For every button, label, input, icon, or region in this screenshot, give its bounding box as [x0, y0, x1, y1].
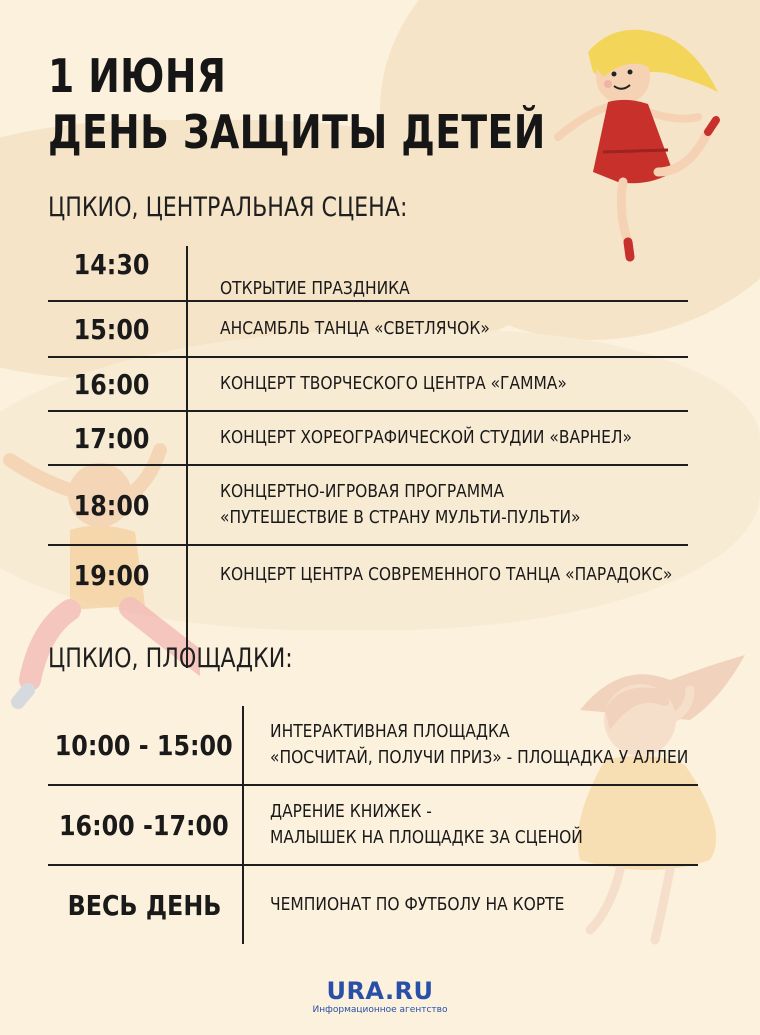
table-row — [48, 786, 698, 866]
row-description: ДАРЕНИЕ КНИЖЕК - МАЛЫШЕК НА ПЛОЩАДКЕ ЗА СЦЕНОЙ — [270, 801, 583, 848]
row-time: 15:00 — [74, 312, 150, 346]
ura-ru-logo[interactable] — [0, 978, 760, 1016]
row-time: 17:00 — [74, 421, 150, 455]
table-row — [48, 358, 688, 412]
logo-subtitle: Информационное агентство — [312, 1005, 448, 1015]
row-description: ЧЕМПИОНАТ ПО ФУТБОЛУ НА КОРТЕ — [270, 894, 565, 915]
row-description: ОТКРЫТИЕ ПРАЗДНИКА — [220, 278, 410, 299]
section-title-central-stage: ЦПКИО, ЦЕНТРАЛЬНАЯ СЦЕНА: — [48, 192, 408, 223]
title-event: ДЕНЬ ЗАЩИТЫ ДЕТЕЙ — [48, 105, 546, 159]
table-row — [48, 302, 688, 358]
table-row — [48, 246, 688, 302]
table-row — [48, 866, 698, 944]
row-description: КОНЦЕРТНО-ИГРОВАЯ ПРОГРАММА «ПУТЕШЕСТВИЕ В СТРАНУ МУЛЬТИ-ПУЛЬТИ» — [220, 481, 581, 528]
table-row — [48, 466, 688, 546]
page-title — [48, 48, 546, 160]
schedule-table-central-stage — [48, 246, 688, 604]
section-title-venues: ЦПКИО, ПЛОЩАДКИ: — [48, 643, 293, 674]
row-time: 16:00 — [74, 367, 150, 401]
row-description: АНСАМБЛЬ ТАНЦА «СВЕТЛЯЧОК» — [220, 318, 490, 339]
schedule-table-venues — [48, 706, 698, 944]
logo-brand: URA.RU — [326, 977, 434, 1005]
row-description: КОНЦЕРТ ЦЕНТРА СОВРЕМЕННОГО ТАНЦА «ПАРАДОКС» — [220, 564, 673, 585]
row-time: ВЕСЬ ДЕНЬ — [67, 888, 221, 922]
row-time: 16:00 -17:00 — [59, 808, 229, 842]
row-description: КОНЦЕРТ ХОРЕОГРАФИЧЕСКОЙ СТУДИИ «ВАРНЕЛ» — [220, 427, 632, 448]
row-time: 10:00 - 15:00 — [55, 728, 233, 762]
row-time: 18:00 — [74, 488, 150, 522]
table-row — [48, 412, 688, 466]
row-description: ИНТЕРАКТИВНАЯ ПЛОЩАДКА «ПОСЧИТАЙ, ПОЛУЧИ ПРИЗ» - ПЛОЩАДКА У АЛЛЕИ — [270, 721, 689, 768]
title-date: 1 ИЮНЯ — [48, 49, 227, 103]
table-row — [48, 546, 688, 604]
row-time: 19:00 — [74, 558, 150, 592]
row-time: 14:30 — [74, 248, 150, 281]
row-description: КОНЦЕРТ ТВОРЧЕСКОГО ЦЕНТРА «ГАММА» — [220, 373, 567, 394]
table-row — [48, 706, 698, 786]
dancing-girl-illustration-icon — [548, 22, 728, 272]
